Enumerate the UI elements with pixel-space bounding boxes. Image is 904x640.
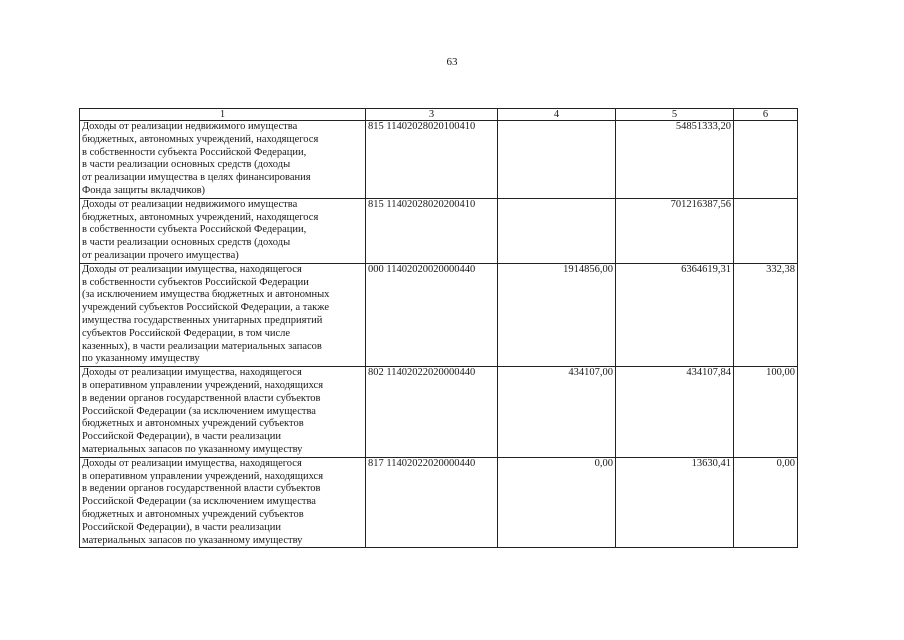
- table-row: [80, 457, 798, 548]
- row-col6: 100,00: [734, 367, 798, 458]
- row-col4: [498, 198, 616, 263]
- row-name: Доходы от реализации недвижимого имущества бюджетных, автономных учреждений, находящегося в собственности субъекта Российской Федерации, в части реализации основных средств (доходы от реализации имущества в целях финансирования Фонда защиты вкладчиков): [80, 121, 366, 199]
- row-col4: [498, 121, 616, 199]
- table-row: [80, 198, 798, 263]
- row-code: 802 11402022020000440: [366, 367, 498, 458]
- row-col4: 1914856,00: [498, 263, 616, 366]
- row-col6: [734, 198, 798, 263]
- row-col5: 13630,41: [616, 457, 734, 548]
- column-header-5: 5: [616, 109, 734, 121]
- row-col6: 0,00: [734, 457, 798, 548]
- row-name: Доходы от реализации имущества, находящегося в собственности субъектов Российской Федерации (за исключением имущества бюджетных и автономных учреждений субъектов Российской Федерации, а также имущества государственных унитарных предприятий субъектов Российской Федерации, в том числе казенных), в части реализации материальных запасов по указанному имуществу: [80, 263, 366, 366]
- row-col6: 332,38: [734, 263, 798, 366]
- row-code: 000 11402020020000440: [366, 263, 498, 366]
- row-col5: 6364619,31: [616, 263, 734, 366]
- row-name: Доходы от реализации имущества, находящегося в оперативном управлении учреждений, находящихся в ведении органов государственной власти субъектов Российской Федерации (за исключением имущества бюджетных и автономных учреждений субъектов Российской Федерации), в части реализации материальных запасов по указанному имуществу: [80, 457, 366, 548]
- row-col5: 701216387,56: [616, 198, 734, 263]
- row-col4: 434107,00: [498, 367, 616, 458]
- table-row: [80, 263, 798, 366]
- revenue-table: [79, 108, 798, 548]
- row-code: 815 11402028020200410: [366, 198, 498, 263]
- page-number: 63: [446, 56, 458, 68]
- column-header-6: 6: [734, 109, 798, 121]
- row-name: Доходы от реализации имущества, находящегося в оперативном управлении учреждений, находящихся в ведении органов государственной власти субъектов Российской Федерации (за исключением имущества бюджетных и автономных учреждений субъектов Российской Федерации), в части реализации материальных запасов по указанному имуществу: [80, 367, 366, 458]
- row-col4: 0,00: [498, 457, 616, 548]
- row-code: 817 11402022020000440: [366, 457, 498, 548]
- table-header-row: [80, 109, 798, 121]
- row-code: 815 11402028020100410: [366, 121, 498, 199]
- table-row: [80, 121, 798, 199]
- row-col5: 54851333,20: [616, 121, 734, 199]
- column-header-4: 4: [498, 109, 616, 121]
- column-header-3: 3: [366, 109, 498, 121]
- row-col5: 434107,84: [616, 367, 734, 458]
- row-name: Доходы от реализации недвижимого имущества бюджетных, автономных учреждений, находящегося в собственности субъекта Российской Федерации, в части реализации основных средств (доходы от реализации прочего имущества): [80, 198, 366, 263]
- table-row: [80, 367, 798, 458]
- row-col6: [734, 121, 798, 199]
- column-header-1: 1: [80, 109, 366, 121]
